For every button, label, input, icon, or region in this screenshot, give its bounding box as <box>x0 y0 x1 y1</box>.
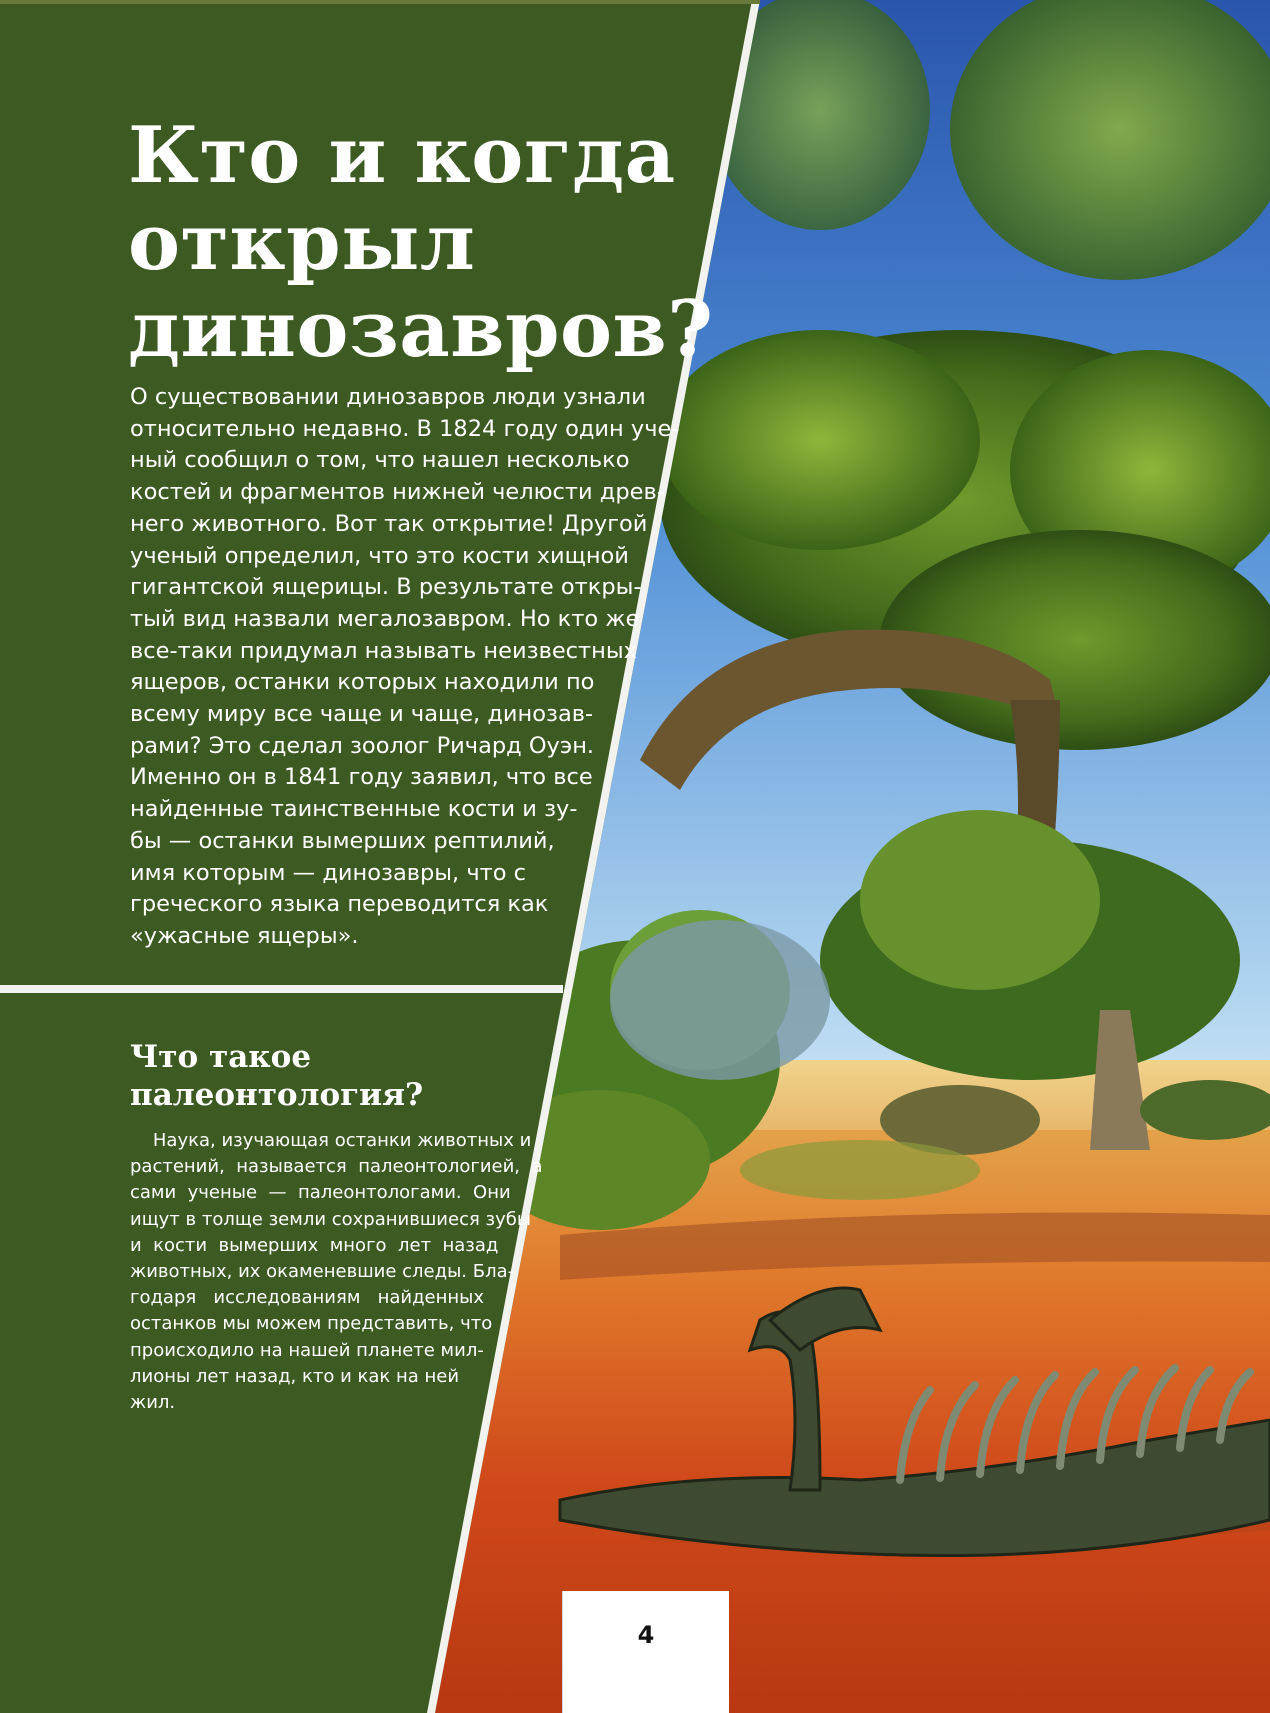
text-line: костей и фрагментов нижней челюсти древ- <box>130 479 665 506</box>
text-line: бы — останки вымерших рептилий, <box>130 827 555 854</box>
text-line: О существовании динозавров люди узнали <box>130 384 646 410</box>
text-line: относительно недавно. В 1824 году один уче- <box>130 415 680 442</box>
text-line: ящеров, останки которых находили по <box>130 669 595 696</box>
title-line: Кто и когда <box>128 110 676 201</box>
text-line: растений, называется палеонтологией, а <box>130 1156 543 1178</box>
title-line: открыл <box>128 197 476 288</box>
title-line: динозавров? <box>128 284 714 375</box>
text-line: Наука, изучающая останки животных и <box>130 1130 532 1151</box>
text-line: останков мы можем представить, что <box>130 1313 493 1335</box>
subtitle-line: палеонтология? <box>130 1077 424 1113</box>
text-line: найденные таинственные кости и зу- <box>130 796 578 823</box>
page-number: 4 <box>637 1621 655 1649</box>
text-line: животных, их окаменевшие следы. Бла- <box>130 1261 515 1283</box>
text-line: тый вид назвали мегалозавром. Но кто же <box>130 605 640 632</box>
main-paragraph <box>130 382 680 953</box>
text-line: годаря исследованиям найденных <box>130 1287 484 1309</box>
text-line: ученый определил, что это кости хищной <box>130 542 629 569</box>
page-title <box>128 112 728 373</box>
subtitle-line: Что такое <box>130 1039 312 1075</box>
section-title <box>130 1038 423 1114</box>
text-line: «ужасные ящеры». <box>130 922 359 949</box>
text-line: имя которым — динозавры, что с <box>130 859 527 886</box>
text-line: лионы лет назад, кто и как на ней <box>130 1365 460 1387</box>
text-line: Именно он в 1841 году заявил, что все <box>130 764 593 791</box>
text-line: всему миру все чаще и чаще, динозав- <box>130 701 594 728</box>
text-line: греческого языка переводится как <box>130 891 549 918</box>
text-line: ищут в толще земли сохранившиеся зубы <box>130 1208 532 1230</box>
text-line: гигантской ящерицы. В результате откры- <box>130 574 642 601</box>
section-paragraph <box>130 1128 543 1416</box>
text-line: жил. <box>130 1392 176 1414</box>
text-line: ный сообщил о том, что нашел несколько <box>130 447 630 474</box>
text-line: сами ученые — палеонтологами. Они <box>130 1182 511 1204</box>
page-number-tab <box>562 1591 729 1713</box>
text-line: все-таки придумал называть неизвестных <box>130 637 637 664</box>
text-line: него животного. Вот так открытие! Другой <box>130 510 648 537</box>
section-divider <box>0 985 563 993</box>
text-line: происходило на нашей планете мил- <box>130 1339 484 1361</box>
text-line: и кости вымерших много лет назад <box>130 1234 499 1256</box>
text-line: рами? Это сделал зоолог Ричард Оуэн. <box>130 732 595 759</box>
